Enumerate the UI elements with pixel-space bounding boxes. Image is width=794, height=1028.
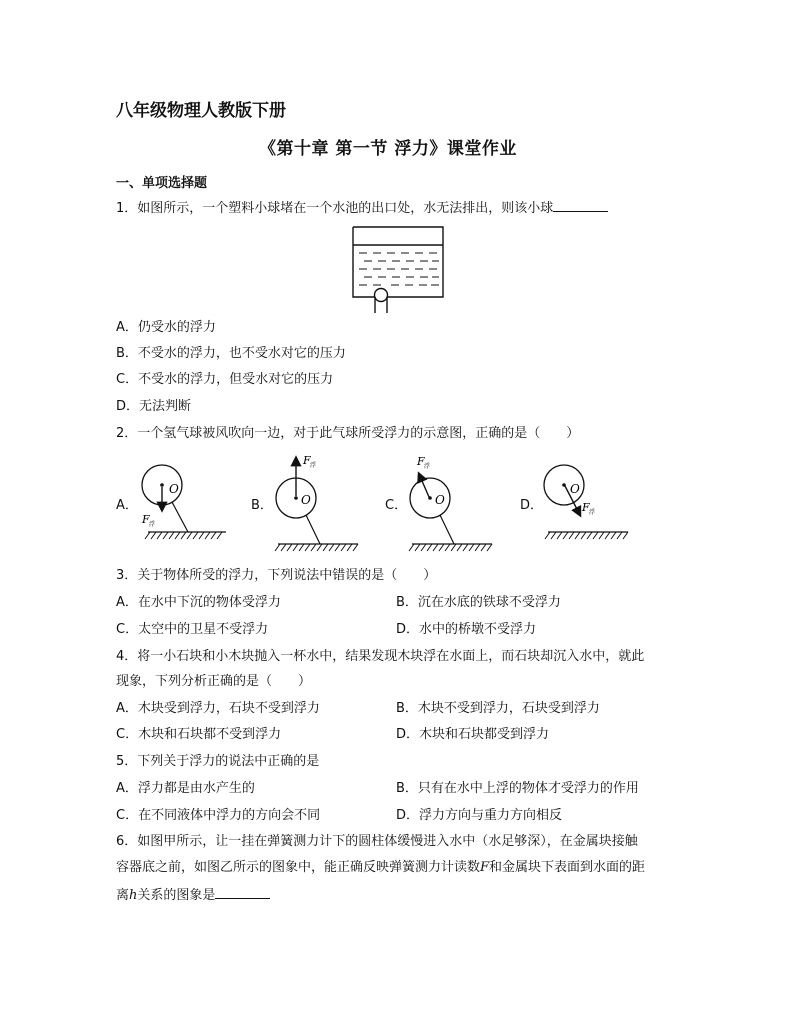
q3-option-d[interactable]: D．水中的桥墩不受浮力 xyxy=(396,622,537,637)
q3-option-c[interactable]: C．太空中的卫星不受浮力 xyxy=(116,622,269,637)
q2-figure-d xyxy=(540,460,630,546)
center-o-label: O xyxy=(570,482,580,496)
q2-option-d-label[interactable]: D． xyxy=(520,498,544,513)
force-label: F xyxy=(303,454,311,467)
question-6-line3: 离h关系的图象是 xyxy=(116,884,270,906)
question-1-stem: 1．如图所示，一个塑料小球堵在一个水池的出口处，水无法排出，则该小球 xyxy=(116,197,608,219)
answer-blank xyxy=(215,884,270,899)
center-o-label: O xyxy=(169,482,179,496)
force-sub: 浮 xyxy=(424,463,431,470)
answer-blank xyxy=(553,197,608,212)
q5-option-c[interactable]: C．在不同液体中浮力的方向会不同 xyxy=(116,808,321,823)
q2-option-c-label[interactable]: C． xyxy=(385,498,408,513)
force-sub: 浮 xyxy=(310,462,317,469)
force-sub: 浮 xyxy=(149,521,156,528)
question-6-line2: 容器底之前，如图乙所示的图象中，能正确反映弹簧测力计读数F和金属块下表面到水面的距 xyxy=(116,860,646,875)
q3-option-b[interactable]: B．沉在水底的铁球不受浮力 xyxy=(396,595,561,610)
question-5-stem: 5．下列关于浮力的说法中正确的是 xyxy=(116,754,320,769)
q1-option-b[interactable]: B．不受水的浮力，也不受水对它的压力 xyxy=(116,346,346,361)
center-o-label: O xyxy=(301,493,311,507)
q1-option-a[interactable]: A．仍受水的浮力 xyxy=(116,320,216,335)
question-2-stem: 2．一个氢气球被风吹向一边，对于此气球所受浮力的示意图，正确的是（ ） xyxy=(116,426,580,441)
q5-option-d[interactable]: D．浮力方向与重力方向相反 xyxy=(396,808,563,823)
question-6-line1: 6．如图甲所示，让一挂在弹簧测力计下的圆柱体缓慢进入水中（水足够深），在金属块接触 xyxy=(116,834,638,849)
force-label: F xyxy=(417,455,425,468)
force-label: F xyxy=(142,513,150,526)
q5-option-b[interactable]: B．只有在水中上浮的物体才受浮力的作用 xyxy=(396,781,639,796)
q2-figure-b xyxy=(270,448,360,556)
question-4-stem-line2: 现象，下列分析正确的是（ ） xyxy=(116,674,312,689)
question-4-stem-line1: 4．将一小石块和小木块抛入一杯水中，结果发现木块浮在水面上，而石块却沉入水中，就此 xyxy=(116,649,645,664)
q1-option-c[interactable]: C．不受水的浮力，但受水对它的压力 xyxy=(116,372,334,387)
water-tank-figure xyxy=(350,225,446,317)
force-label: F xyxy=(582,501,590,514)
center-o-label: O xyxy=(435,493,445,507)
q4-option-c[interactable]: C．木块和石块都不受到浮力 xyxy=(116,727,282,742)
q2-figure-a xyxy=(136,460,226,546)
q4-option-d[interactable]: D．木块和石块都受到浮力 xyxy=(396,727,550,742)
section-heading: 一、单项选择题 xyxy=(116,176,208,191)
page-title: 《第十章 第一节 浮力》课堂作业 xyxy=(259,139,517,159)
document-header: 八年级物理人教版下册 xyxy=(116,101,286,121)
q5-option-a[interactable]: A．浮力都是由水产生的 xyxy=(116,781,255,796)
q4-option-a[interactable]: A．木块受到浮力，石块不受到浮力 xyxy=(116,701,320,716)
q2-option-b-label[interactable]: B． xyxy=(251,498,273,513)
q3-option-a[interactable]: A．在水中下沉的物体受浮力 xyxy=(116,595,281,610)
force-sub: 浮 xyxy=(589,509,596,516)
q2-option-a-label[interactable]: A． xyxy=(116,498,138,513)
q1-option-d[interactable]: D．无法判断 xyxy=(116,399,192,414)
q2-figure-c xyxy=(404,448,494,556)
question-3-stem: 3．关于物体所受的浮力，下列说法中错误的是（ ） xyxy=(116,568,437,583)
q4-option-b[interactable]: B．木块不受到浮力，石块受到浮力 xyxy=(396,701,600,716)
